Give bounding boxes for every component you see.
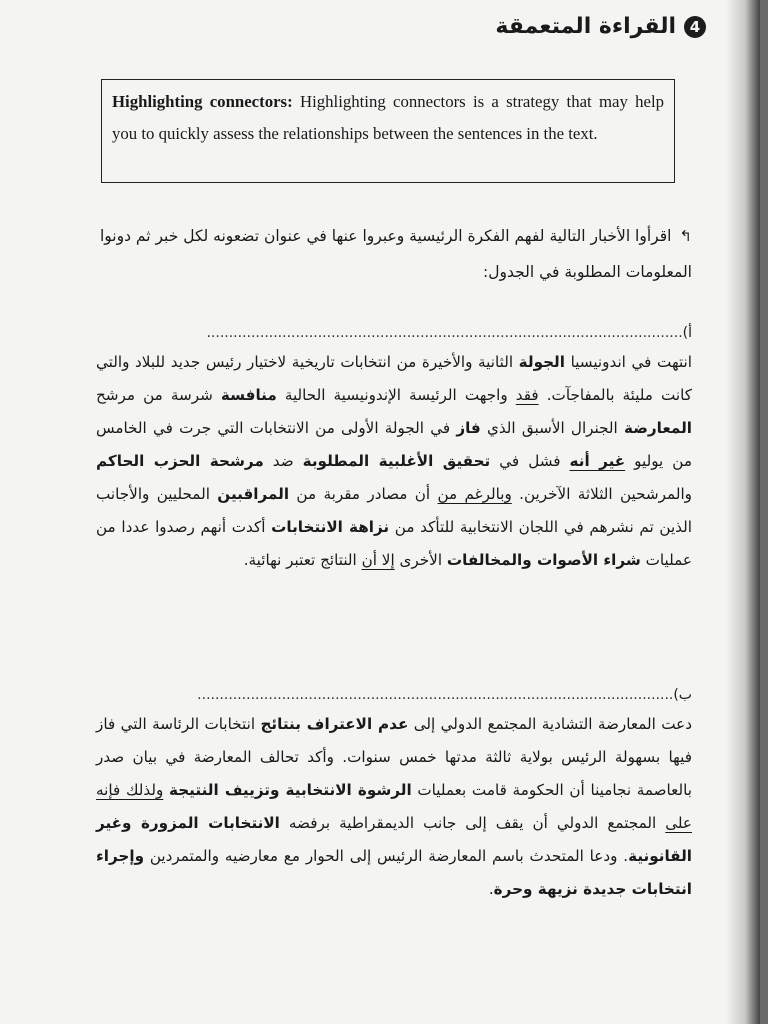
key-phrase: نزاهة الانتخابات bbox=[271, 518, 390, 536]
passage-a-title-blank[interactable] bbox=[96, 322, 692, 344]
passage-segment: النتائج تعتبر نهائية. bbox=[243, 551, 362, 569]
passage-a-text bbox=[96, 346, 692, 577]
connector-word: فقد bbox=[515, 386, 539, 404]
passage-segment: انتخابات الرئاسة التي فاز فيها بسهولة الرئيس بولاية ثالثة مدتها خمس سنوات. وأكد تحالف المعارضة في بيان صدر بالعاصمة نجامينا أن الحكومة قامت بعمليات bbox=[96, 715, 692, 799]
passage-segment: في الجولة الأولى من الانتخابات التي جرت في الخامس من يوليو bbox=[96, 419, 692, 470]
key-phrase: فاز bbox=[456, 419, 481, 437]
passage-segment: دعت المعارضة التشادية المجتمع الدولي إلى bbox=[408, 715, 692, 733]
key-phrase: المراقبين bbox=[217, 485, 290, 503]
key-phrase: عدم الاعتراف بنتائج bbox=[260, 715, 409, 733]
passage-b-title-blank[interactable] bbox=[96, 684, 692, 706]
passage-segment: فشل في bbox=[490, 452, 570, 470]
passage-a-label: أ) bbox=[682, 325, 692, 341]
key-phrase: الرشوة الانتخابية وتزييف النتيجة bbox=[169, 781, 412, 799]
section-header bbox=[495, 14, 706, 39]
key-phrase: منافسة bbox=[220, 386, 277, 404]
passage-segment: انتهت في اندونيسيا bbox=[564, 353, 692, 371]
key-phrase: الجولة bbox=[518, 353, 565, 371]
key-phrase: المعارضة bbox=[623, 419, 692, 437]
instruction bbox=[92, 218, 692, 290]
section-number-badge: 4 bbox=[684, 16, 706, 38]
key-phrase: تحقيق الأغلبية المطلوبة bbox=[302, 452, 491, 470]
section-title: القراءة المتعمقة bbox=[495, 14, 676, 39]
key-phrase: شراء الأصوات والمخالفات bbox=[446, 551, 641, 569]
passage-b-dots: ........................................................................................................... bbox=[197, 687, 674, 703]
key-phrase: مرشحة الحزب الحاكم bbox=[96, 452, 264, 470]
passage-segment: المجتمع الدولي أن يقف إلى جانب الديمقراطية برفضه bbox=[279, 814, 666, 832]
passage-segment: واجهت الرئيسة الإندونيسية الحالية bbox=[276, 386, 516, 404]
passage-a-dots: ........................................................................................................... bbox=[206, 325, 683, 341]
strategy-description: Highlighting connectors is a strategy that may help you to quickly assess the relationships between the sentences in the text. bbox=[112, 92, 665, 143]
connector-word: إلا أن bbox=[361, 551, 395, 569]
passage-segment: والمرشحين الثلاثة الآخرين. bbox=[511, 485, 693, 503]
passage-segment: أن مصادر مقربة من bbox=[289, 485, 438, 503]
key-phrase: وإجراء انتخابات جديدة نزيهة وحرة bbox=[96, 847, 692, 898]
passage-b-label: ب) bbox=[673, 687, 692, 703]
passage-b-text bbox=[96, 708, 692, 906]
strategy-box bbox=[101, 79, 675, 183]
passage-segment: الأخرى bbox=[394, 551, 447, 569]
passage-segment: أكدت أنهم رصدوا عددا من عمليات bbox=[96, 518, 692, 569]
passage-segment: شرسة من مرشح bbox=[96, 386, 221, 404]
connector-word: وبالرغم من bbox=[437, 485, 512, 503]
instruction-text: اقرأوا الأخبار التالية لفهم الفكرة الرئيسية وعبروا عنها في عنوان تضعونه لكل خبر ثم دونوا المعلومات المطلوبة في الجدول: bbox=[99, 227, 692, 281]
passage-segment: . ودعا المتحدث باسم المعارضة الرئيس إلى الحوار مع معارضيه والمتمردين bbox=[144, 847, 629, 865]
passage-segment: . bbox=[488, 880, 494, 898]
key-phrase: الانتخابات المزورة وغير القانونية bbox=[96, 814, 692, 865]
connector-word: غير أنه bbox=[569, 452, 626, 470]
passage-segment: المحليين والأجانب الذين تم نشرهم في اللجان الانتخابية للتأكد من bbox=[96, 485, 692, 536]
strategy-term: Highlighting connectors: bbox=[112, 92, 293, 111]
passage-segment: الجنرال الأسبق الذي bbox=[480, 419, 624, 437]
passage-segment: الثانية والأخيرة من انتخابات تاريخية لاختيار رئيس جديد للبلاد والتي كانت مليئة بالمفاجآت. bbox=[96, 353, 692, 404]
page-edge bbox=[760, 0, 768, 1024]
connector-word: ولذلك فإنه على bbox=[96, 781, 692, 832]
passage-segment: ضد bbox=[263, 452, 303, 470]
curved-arrow-icon: ↰ bbox=[679, 227, 692, 245]
